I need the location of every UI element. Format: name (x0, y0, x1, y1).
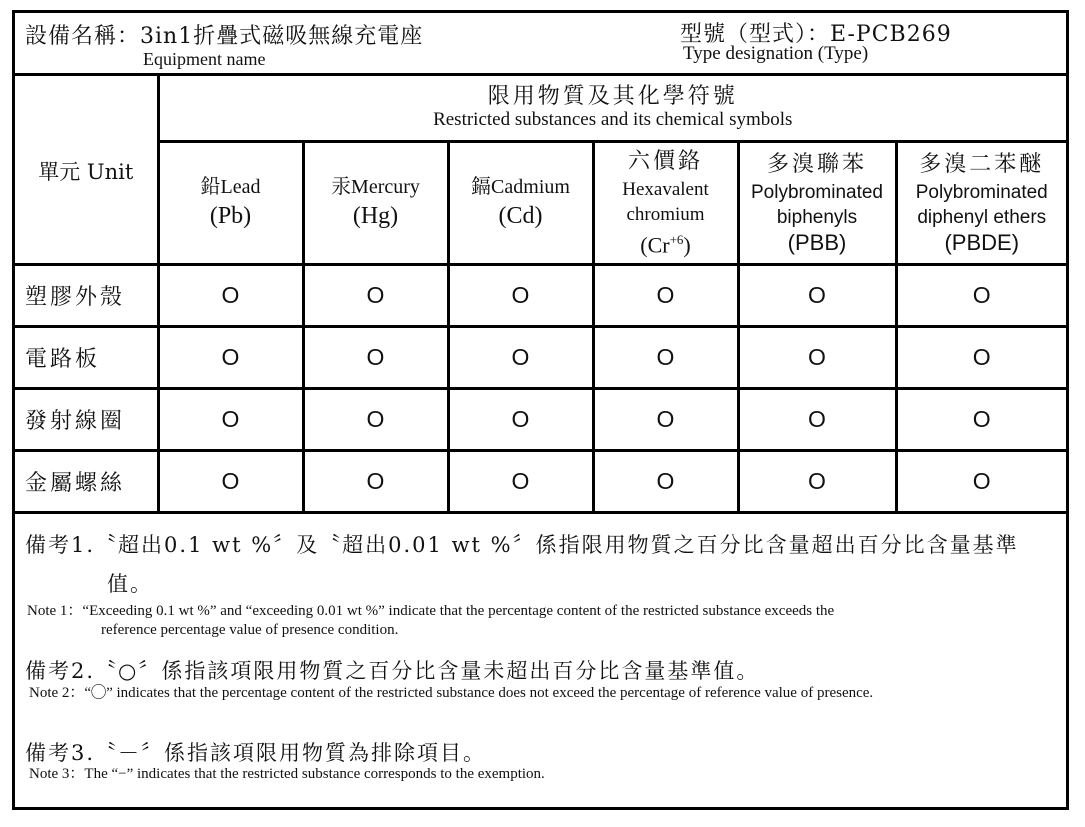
compliance-mark: O (448, 389, 593, 451)
unit-label: 塑膠外殼 (15, 265, 158, 327)
substance-header-hexavalent-chromium (593, 142, 738, 265)
note-1-en: Note 1：“Exceeding 0.1 wt %” and “exceeding 0.01 wt %” indicate that the percentage content of the restricted substance exceeds the (27, 603, 835, 619)
compliance-mark: O (303, 327, 448, 389)
note-3-en: Note 3：The “−” indicates that the restricted substance corresponds to the exemption. (29, 766, 545, 782)
compliance-mark: O (738, 389, 896, 451)
group-header-en: Restricted substances and its chemical symbols (433, 109, 793, 130)
substance-header-mercury (303, 142, 448, 265)
compliance-mark: O (158, 265, 303, 327)
equipment-name-en: Equipment name (143, 49, 266, 69)
compliance-mark: O (158, 389, 303, 451)
rohs-declaration-form (12, 10, 1069, 810)
table-row (15, 389, 1066, 451)
compliance-mark: O (593, 327, 738, 389)
substance-name-en: chromium (626, 204, 705, 226)
restricted-substances-table (15, 73, 1066, 514)
compliance-mark: O (158, 327, 303, 389)
substance-name-en: Polybrominated (915, 182, 1048, 203)
substances-group-header (158, 75, 1066, 142)
substance-name-en: diphenyl ethers (917, 207, 1047, 228)
substance-symbol: (PBDE) (944, 230, 1020, 255)
compliance-mark: O (738, 327, 896, 389)
substance-header-cadmium (448, 142, 593, 265)
substance-name-en: biphenyls (776, 207, 858, 228)
substance-symbol: (Pb) (209, 203, 252, 229)
unit-label: 金屬螺絲 (15, 451, 158, 513)
compliance-mark: O (896, 265, 1066, 327)
substance-name-en: Polybrominated (750, 182, 884, 203)
substance-name-en: Hexavalent (622, 179, 709, 201)
substance-header-pbde (896, 142, 1066, 265)
compliance-mark: O (738, 451, 896, 513)
compliance-mark: O (303, 265, 448, 327)
compliance-mark: O (448, 265, 593, 327)
table-row (15, 327, 1066, 389)
compliance-mark: O (448, 451, 593, 513)
note-1-zh-continued: 值。 (107, 572, 153, 596)
table-row (15, 451, 1066, 513)
type-designation-en: Type designation (Type) (683, 43, 869, 64)
substance-header-pbb (738, 142, 896, 265)
note-2-zh: 備考2.〝○〞係指該項限用物質之百分比含量未超出百分比含量基準值。 (25, 659, 760, 683)
equipment-name-zh: 設備名稱：3in1折疊式磁吸無線充電座 (25, 24, 424, 49)
substance-name-zh: 六價鉻 (627, 149, 703, 175)
unit-column-header: 單元 Unit (15, 75, 158, 265)
substance-name: 鉛Lead (200, 176, 261, 198)
compliance-mark: O (593, 265, 738, 327)
compliance-mark: O (303, 451, 448, 513)
compliance-mark: O (593, 451, 738, 513)
compliance-mark: O (896, 451, 1066, 513)
group-header-zh: 限用物質及其化學符號 (487, 84, 738, 109)
table-row (15, 265, 1066, 327)
substance-name-zh: 多溴二苯醚 (919, 152, 1045, 177)
note-1-en-continued: reference percentage value of presence condition. (101, 622, 399, 638)
compliance-mark: O (738, 265, 896, 327)
compliance-mark: O (593, 389, 738, 451)
compliance-mark: O (896, 327, 1066, 389)
unit-label: 電路板 (15, 327, 158, 389)
compliance-mark: O (158, 451, 303, 513)
substance-name-zh: 多溴聯苯 (766, 152, 867, 177)
compliance-mark: O (448, 327, 593, 389)
substance-header-lead (158, 142, 303, 265)
substance-symbol: (Hg) (352, 203, 399, 229)
type-designation-zh: 型號（型式）：E-PCB269 (680, 22, 952, 47)
compliance-mark: O (896, 389, 1066, 451)
compliance-mark: O (303, 389, 448, 451)
unit-label: 發射線圈 (15, 389, 158, 451)
substance-name: 汞Mercury (331, 176, 420, 198)
substance-symbol: $(Cr^{+6})$ (640, 232, 691, 258)
note-3-zh: 備考3.〝－〞係指該項限用物質為排除項目。 (25, 741, 487, 765)
substance-symbol: (PBB) (787, 230, 847, 255)
note-1-zh: 備考1.〝超出0.1 wt %〞及〝超出0.01 wt %〞係指限用物質之百分比含量超出百分比含量基準 (25, 533, 1019, 557)
substance-symbol: (Cd) (498, 203, 543, 229)
substance-name: 鎘Cadmium (471, 176, 570, 198)
form-header (15, 13, 1066, 76)
note-2-en: Note 2：“◯” indicates that the percentage content of the restricted substance does not exceed the percentage of reference value of presence. (29, 685, 874, 701)
